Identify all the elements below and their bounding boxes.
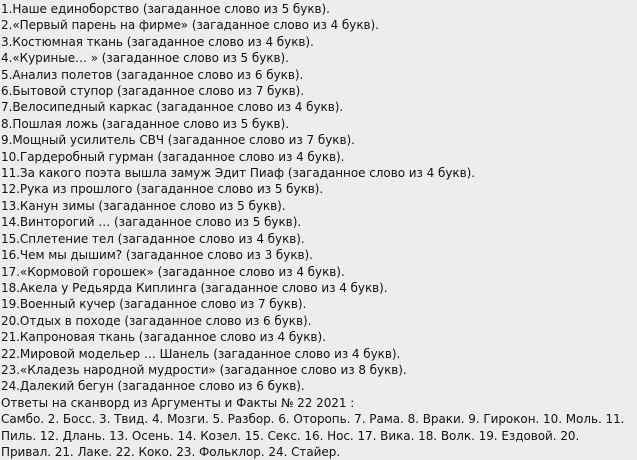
- clue-item-21: 21.Капроновая ткань (загаданное слово из 4 букв).: [1, 330, 326, 345]
- clue-item-8: 8.Пошлая ложь (загаданное слово из 5 букв).: [1, 116, 289, 131]
- clue-item-2: 2.«Первый парень на фирме» (загаданное слово из 4 букв).: [1, 18, 379, 33]
- clue-item-16: 16.Чем мы дышим? (загаданное слово из 3 букв).: [1, 248, 313, 263]
- clue-item-9: 9.Мощный усилитель СВЧ (загаданное слово из 7 букв).: [1, 133, 355, 148]
- clue-item-24: 24.Далекий бегун (загаданное слово из 6 букв).: [1, 379, 305, 394]
- clue-item-18: 18.Акела у Редьярда Киплинга (загаданное слово из 4 букв).: [1, 280, 388, 295]
- clue-item-20: 20.Отдых в походе (загаданное слово из 6 букв).: [1, 313, 312, 328]
- clue-item-4: 4.«Куриные… » (загаданное слово из 5 букв).: [1, 51, 289, 66]
- clue-item-23: 23.«Кладезь народной мудрости» (загаданное слово из 8 букв).: [1, 362, 407, 377]
- clue-item-7: 7.Велосипедный каркас (загаданное слово из 4 букв).: [1, 100, 344, 115]
- clue-item-14: 14.Винторогий … (загаданное слово из 5 букв).: [1, 215, 302, 230]
- clue-item-17: 17.«Кормовой горошек» (загаданное слово из 4 букв).: [1, 264, 345, 279]
- clue-item-15: 15.Сплетение тел (загаданное слово из 4 букв).: [1, 231, 305, 246]
- clue-item-1: 1.Наше единоборство (загаданное слово из 5 букв).: [1, 2, 330, 16]
- clue-item-19: 19.Военный кучер (загаданное слово из 7 букв).: [1, 297, 307, 312]
- clue-item-12: 12.Рука из прошлого (загаданное слово из 5 букв).: [1, 182, 324, 197]
- clue-item-10: 10.Гардеробный гурман (загаданное слово из 4 букв).: [1, 149, 345, 164]
- clue-item-6: 6.Бытовой ступор (загаданное слово из 7 букв).: [1, 84, 305, 99]
- clue-list: [1, 1, 633, 395]
- answers-heading: Ответы на сканворд из Аргументы и Факты № 22 2021 :: [1, 395, 355, 410]
- clue-item-11: 11.За какого поэта вышла замуж Эдит Пиаф (загаданное слово из 4 букв).: [1, 166, 475, 181]
- clue-item-5: 5.Анализ полетов (загаданное слово из 6 букв).: [1, 67, 304, 82]
- clue-item-13: 13.Канун зимы (загаданное слово из 5 букв).: [1, 198, 286, 213]
- answers-text: Самбо. 2. Босс. 3. Твид. 4. Мозги. 5. Разбор. 6. Оторопь. 7. Рама. 8. Враки. 9. Гирокон. 10. Моль. 11. Пиль. 12. Длань. 13. Осень. 14. Козел. 15. Секс. 16. Нос. 17. Вика. 18. Волк. 19. Ездовой. 20. Привал. 21. Лаке. 22. Коко. 23. Фольклор. 24. Стайер.: [1, 412, 625, 459]
- clue-item-22: 22.Мировой модельер … Шанель (загаданное слово из 4 букв).: [1, 346, 401, 361]
- clue-item-3: 3.Костюмная ткань (загаданное слово из 4 букв).: [1, 34, 314, 49]
